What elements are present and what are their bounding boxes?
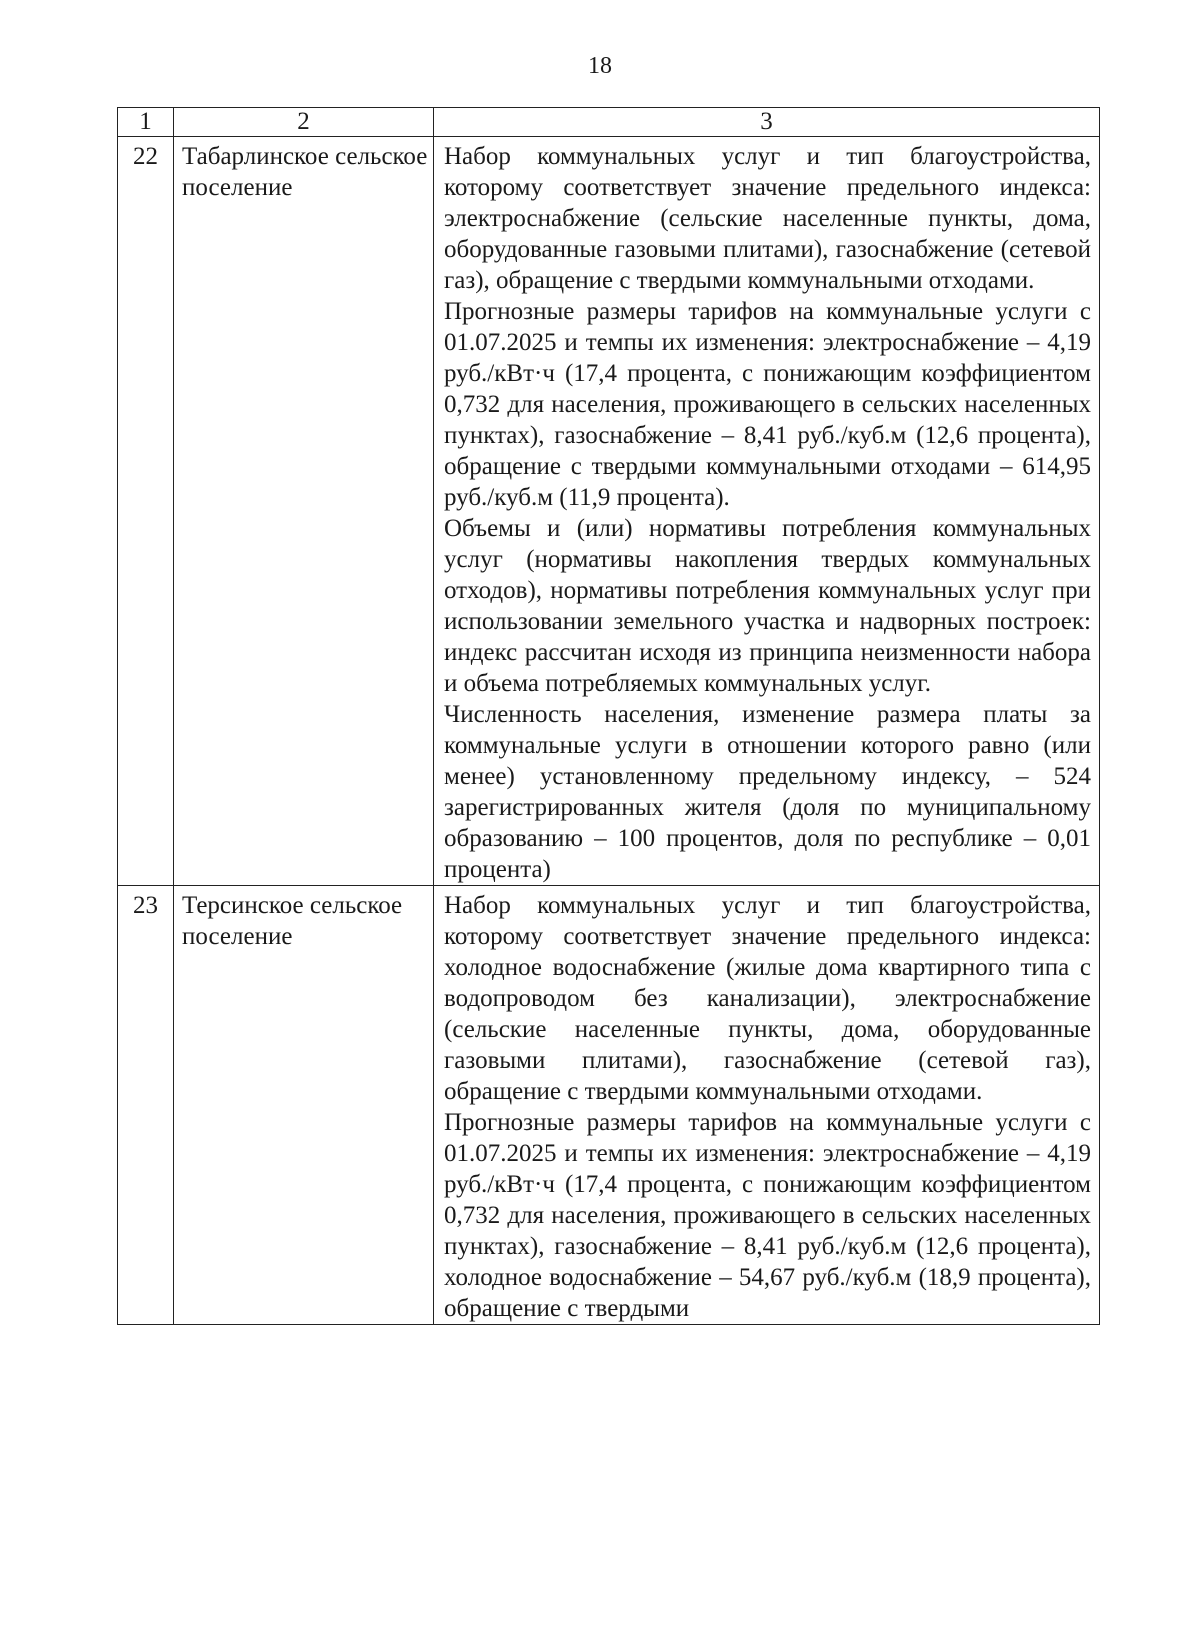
settlement-name: Терсинское сельское поселение [174, 886, 434, 1325]
column-header-2: 2 [174, 108, 434, 137]
row-number: 23 [118, 886, 174, 1325]
row-number: 22 [118, 137, 174, 886]
tariffs-paragraph: Прогнозные размеры тарифов на коммунальные услуги с 01.07.2025 и темпы их изменения: электроснабжение – 4,19 руб./кВт·ч (17,4 процента, с понижающим коэффициентом 0,732 для населения, проживающего в сельских населенных пунктах), газоснабжение – 8,41 руб./куб.м (12,6 процента), холодное водоснабжение – 54,67 руб./куб.м (18,9 процента), обращение с твердыми [444, 1109, 1091, 1322]
table-header-row [118, 108, 1100, 137]
table-row [118, 886, 1100, 1325]
services-paragraph: Набор коммунальных услуг и тип благоустройства, которому соответствует значение предельного индекса: холодное водоснабжение (жилые дома квартирного типа с водопроводом без канализации), электроснабжение (сельские населенные пункты, дома, оборудованные газовыми плитами), газоснабжение (сетевой газ), обращение с твердыми коммунальными отходами. [444, 892, 1091, 1105]
population-paragraph: Численность населения, изменение размера платы за коммунальные услуги в отношении которого равно (или менее) установленному предельному индексу, – 524 зарегистрированных жителя (доля по муниципальному образованию – 100 процентов, доля по республике – 0,01 процента) [444, 701, 1091, 883]
description-cell [434, 137, 1100, 886]
page-number: 18 [588, 53, 612, 79]
description-cell [434, 886, 1100, 1325]
index-table [117, 107, 1100, 1325]
table-row [118, 137, 1100, 886]
column-header-1: 1 [118, 108, 174, 137]
volumes-paragraph: Объемы и (или) нормативы потребления коммунальных услуг (нормативы накопления твердых коммунальных отходов), нормативы потребления коммунальных услуг при использовании земельного участка и надворных построек: индекс рассчитан исходя из принципа неизменности набора и объема потребляемых коммунальных услуг. [444, 515, 1091, 697]
settlement-name: Табарлинское сельское поселение [174, 137, 434, 886]
tariffs-paragraph: Прогнозные размеры тарифов на коммунальные услуги с 01.07.2025 и темпы их изменения: электроснабжение – 4,19 руб./кВт·ч (17,4 процента, с понижающим коэффициентом 0,732 для населения, проживающего в сельских населенных пунктах), газоснабжение – 8,41 руб./куб.м (12,6 процента), обращение с твердыми коммунальными отходами – 614,95 руб./куб.м (11,9 процента). [444, 298, 1091, 511]
services-paragraph: Набор коммунальных услуг и тип благоустройства, которому соответствует значение предельного индекса: электроснабжение (сельские населенные пункты, дома, оборудованные газовыми плитами), газоснабжение (сетевой газ), обращение с твердыми коммунальными отходами. [444, 143, 1091, 294]
column-header-3: 3 [434, 108, 1100, 137]
